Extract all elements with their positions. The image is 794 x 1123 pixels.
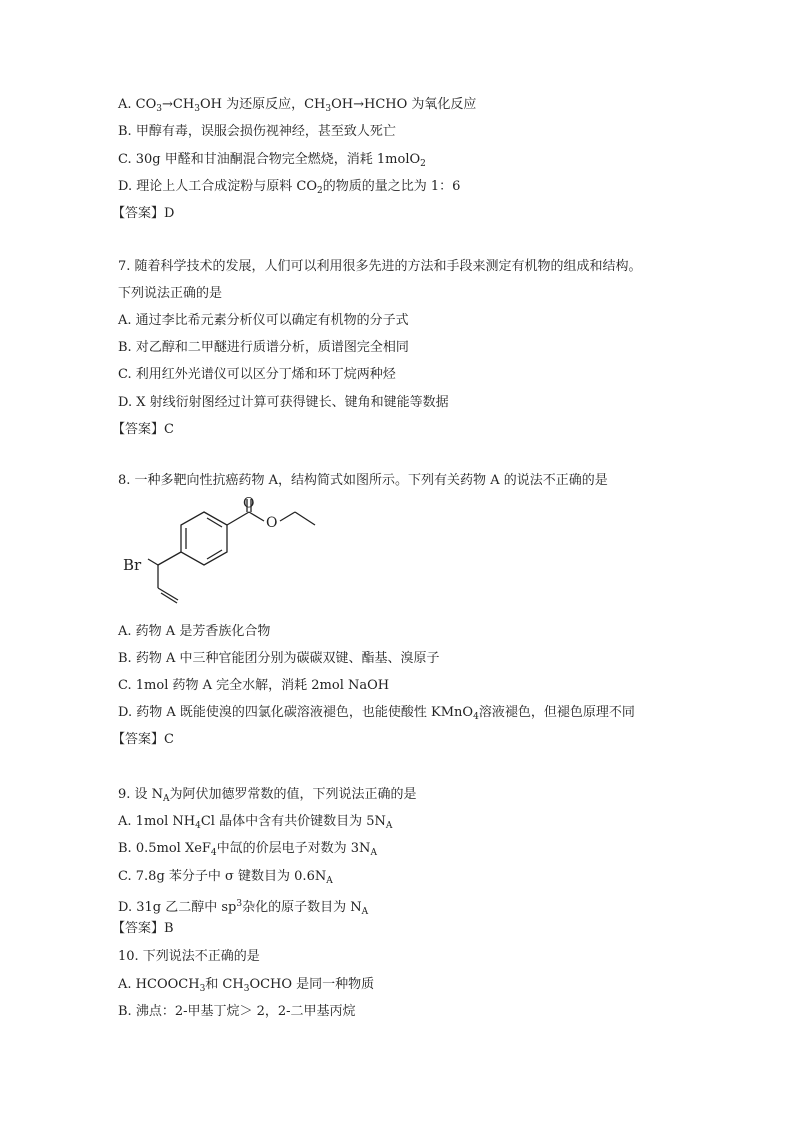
br-atom-label: Br <box>123 556 142 574</box>
q6-option-d: D. 理论上人工合成淀粉与原料 $CO_2$的物质的量之比为 1：6 <box>118 179 461 196</box>
q6-option-a: A. $CO_3\to CH_3OH$ 为还原反应，$CH_3OH\to HCHO$ 为氧化反应 <box>118 97 477 114</box>
q6-option-c: C. 30g 甲醛和甘油酮混合物完全燃烧，消耗 1molO$_2$ <box>118 152 426 169</box>
q8-option-b: B. 药物 A 中三种官能团分别为碳碳双键、酯基、溴原子 <box>118 651 440 666</box>
q10-stem: 10. 下列说法不正确的是 <box>118 949 260 964</box>
q8-answer: 【答案】C <box>112 732 174 747</box>
q7-stem-line1: 7. 随着科学技术的发展，人们可以利用很多先进的方法和手段来测定有机物的组成和结构。 <box>118 259 642 274</box>
q9-option-c: C. 7.8g 苯分子中 σ 键数目为 $0.6N_A$ <box>118 869 333 886</box>
ester-oxygen-label: O <box>266 515 278 531</box>
structure-formula-drug-a <box>118 496 338 611</box>
q8-option-a: A. 药物 A 是芳香族化合物 <box>118 624 271 639</box>
q7-answer: 【答案】C <box>112 422 174 437</box>
q7-option-c: C. 利用红外光谱仪可以区分丁烯和环丁烷两种烃 <box>118 367 396 382</box>
q10-option-a: A. $HCOOCH_3$和 $CH_3OCHO$ 是同一种物质 <box>118 977 375 994</box>
q9-option-d: D. 31g 乙二醇中 $sp^3$杂化的原子数目为 $N_A$ <box>118 899 369 917</box>
q6-option-b: B. 甲醇有毒，误服会损伤视神经，甚至致人死亡 <box>118 124 396 139</box>
q9-stem: 9. 设 $N_A$为阿伏加德罗常数的值，下列说法正确的是 <box>118 787 417 804</box>
q7-option-d: D. X 射线衍射图经过计算可获得键长、键角和键能等数据 <box>118 395 449 410</box>
q9-answer: 【答案】B <box>112 921 174 936</box>
carbonyl-oxygen-label: O <box>243 496 255 512</box>
q10-option-b: B. 沸点：2-甲基丁烷＞ 2，2-二甲基丙烷 <box>118 1004 356 1019</box>
q7-stem-line2: 下列说法正确的是 <box>118 286 223 301</box>
q8-stem: 8. 一种多靶向性抗癌药物 A，结构简式如图所示。下列有关药物 A 的说法不正确的是 <box>118 473 608 488</box>
q8-option-c: C. 1mol 药物 A 完全水解，消耗 2mol NaOH <box>118 678 390 693</box>
q6-answer: 【答案】D <box>112 206 175 221</box>
q7-option-b: B. 对乙醇和二甲醚进行质谱分析，质谱图完全相同 <box>118 340 409 355</box>
q8-option-d: D. 药物 A 既能使溴的四氯化碳溶液褪色，也能使酸性 KMnO$_4$溶液褪色，但褪色原理不同 <box>118 705 635 722</box>
q9-option-a: A. 1mol $NH_4Cl$ 晶体中含有共价键数目为 $5N_A$ <box>118 814 393 831</box>
q7-option-a: A. 通过李比希元素分析仪可以确定有机物的分子式 <box>118 313 409 328</box>
q9-option-b: B. 0.5mol XeF$_4$中氙的价层电子对数为 $3N_A$ <box>118 841 377 858</box>
